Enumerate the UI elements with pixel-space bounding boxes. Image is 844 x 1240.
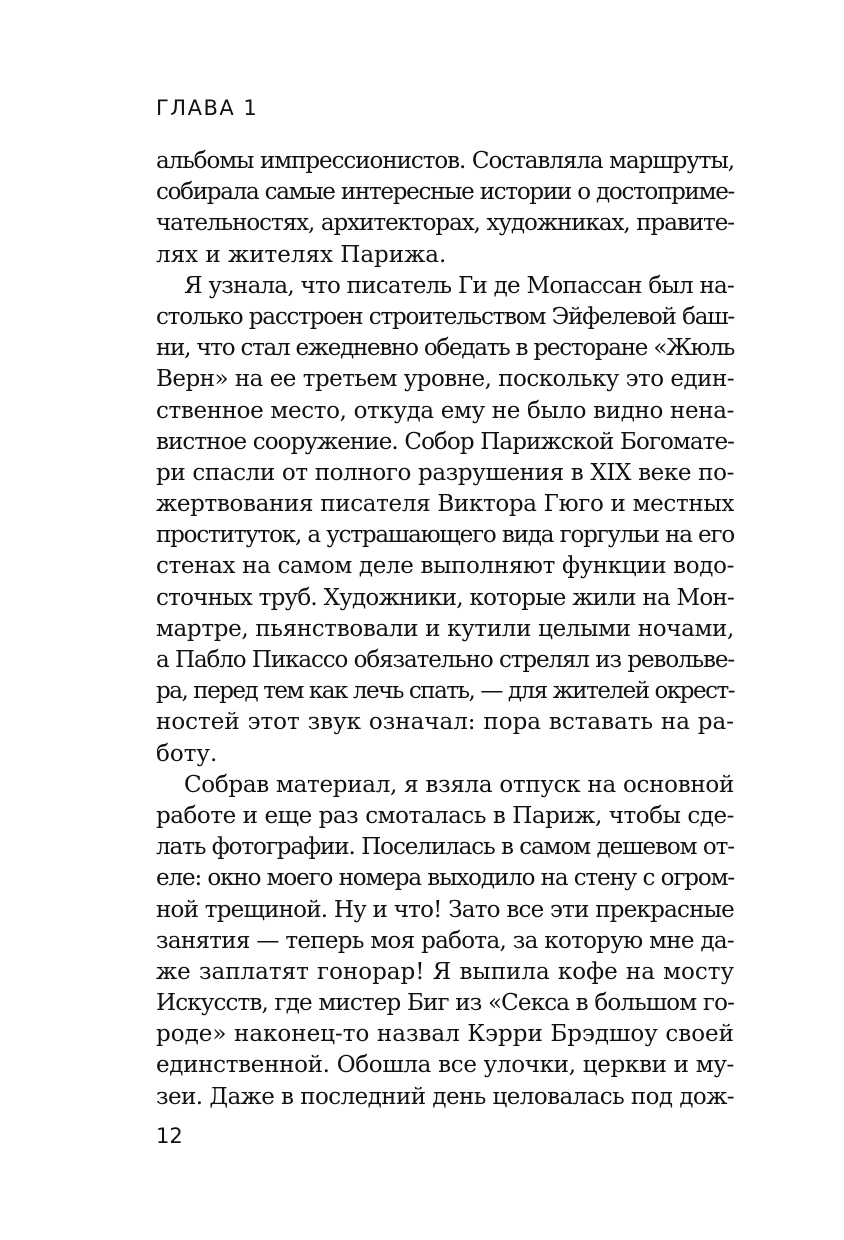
- text-line: зеи. Даже в последний день целовалась под дож-: [156, 1083, 734, 1110]
- text-line: боту.: [156, 740, 218, 767]
- text-line: сточных труб. Художники, которые жили на Мон-: [156, 584, 734, 611]
- page-number: 12: [156, 1124, 183, 1148]
- text-line: ра, перед тем как лечь спать, — для жителей окрест-: [156, 678, 734, 705]
- paragraph-1: [156, 146, 734, 271]
- text-line: мартре, пьянствовали и кутили целыми ночами,: [156, 615, 734, 642]
- text-line: ни, что стал ежедневно обедать в ресторане «Жюль: [156, 335, 734, 362]
- text-line: ностей этот звук означал: пора вставать на ра-: [156, 709, 734, 736]
- text-line: столько расстроен строительством Эйфелевой баш-: [156, 303, 734, 330]
- text-line: проституток, а устрашающего вида горгульи на его: [156, 522, 734, 549]
- text-line: альбомы импрессионистов. Составляла маршруты,: [156, 148, 734, 174]
- text-line: а Пабло Пикассо обязательно стрелял из револьве-: [156, 647, 734, 673]
- text-line: собирала самые интересные истории о достоприме-: [156, 179, 734, 206]
- text-line: работе и еще раз смоталась в Париж, чтобы сде-: [156, 802, 734, 829]
- paragraph-3: [156, 770, 734, 1113]
- running-head: ГЛАВА 1: [156, 96, 259, 120]
- text-line: же заплатят гонорар! Я выпила кофе на мосту: [156, 958, 734, 985]
- text-line: роде» наконец-то назвал Кэрри Брэдшоу своей: [156, 1021, 734, 1048]
- paragraph-2: [156, 271, 734, 770]
- text-line: Я узнала, что писатель Ги де Мопассан был на-: [184, 272, 734, 299]
- text-line: лях и жителях Парижа.: [156, 241, 447, 268]
- body-text: [156, 146, 734, 1113]
- text-line: еле: окно моего номера выходило на стену с огром-: [156, 865, 734, 892]
- text-line: единственной. Обошла все улочки, церкви и му-: [156, 1052, 734, 1079]
- text-line: чательностях, архитекторах, художниках, правите-: [156, 210, 734, 237]
- text-line: занятия — теперь моя работа, за которую мне да-: [156, 927, 734, 954]
- text-line: Собрав материал, я взяла отпуск на основной: [184, 771, 734, 798]
- text-line: лать фотографии. Поселилась в самом дешевом от-: [156, 834, 734, 861]
- text-line: стенах на самом деле выполняют функции водо-: [156, 553, 734, 580]
- text-line: Верн» на ее третьем уровне, поскольку это един-: [156, 366, 734, 393]
- text-line: Искусств, где мистер Биг из «Секса в большом го-: [156, 990, 734, 1017]
- text-line: ри спасли от полного разрушения в XIX веке по-: [156, 459, 734, 486]
- text-line: вистное сооружение. Собор Парижской Богомате-: [156, 428, 734, 455]
- text-line: ственное место, откуда ему не было видно нена-: [156, 397, 734, 424]
- text-line: ной трещиной. Ну и что! Зато все эти прекрасные: [156, 896, 734, 923]
- text-line: жертвования писателя Виктора Гюго и местных: [156, 491, 734, 518]
